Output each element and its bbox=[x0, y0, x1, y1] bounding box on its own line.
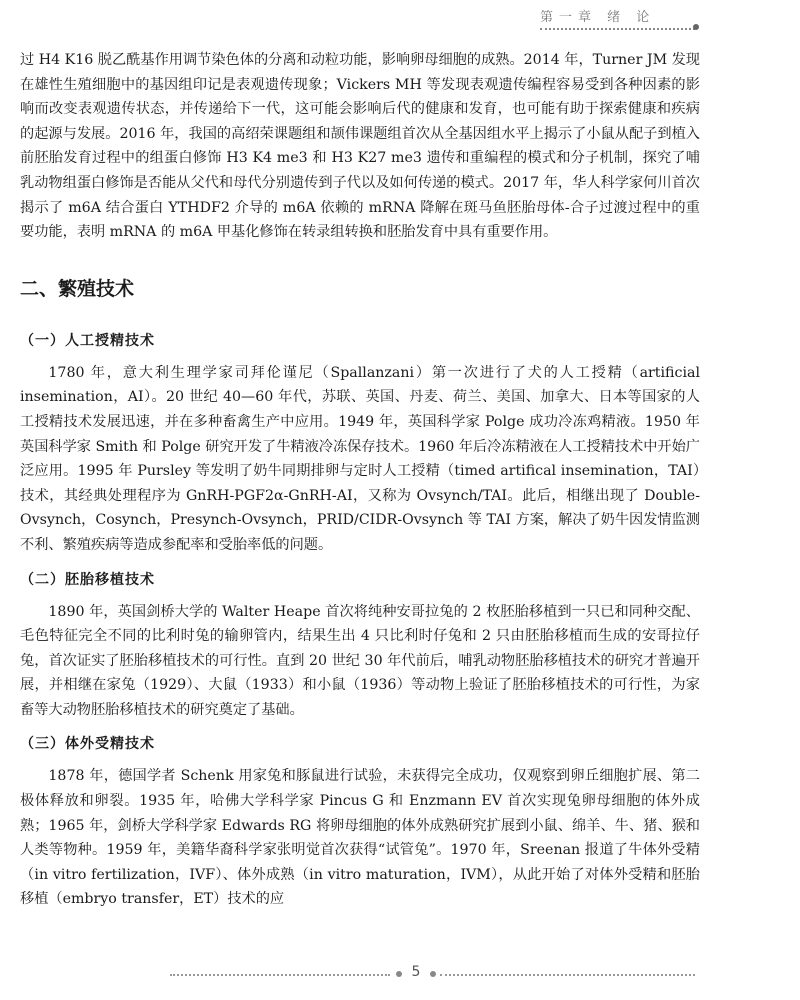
subsection-paragraph-1: 1780 年，意大利生理学家司拜伦谨尼（Spallanzani）第一次进行了犬的人工授精（artificial insemination，AI）。20 世纪 40—60 年代，苏联、英国、丹麦、荷兰、美国、加拿大、日本等国家的人工授精技术发展迅速，并在多种畜禽生产中应用。1949 年，英国科学家 Polge 成功冷冻鸡精液。1950 年英国科学家 Smith 和 Polge 研究开发了牛精液冷冻保存技术。1960 年后冷冻精液在人工授精技术中开始广泛应用。1995 年 Pursley 等发明了奶牛同期排卵与定时人工授精（timed artifical insemination，TAI）技术，其经典处理程序为 GnRH-PGF2α-GnRH-AI，又称为 Ovsynch/TAI。此后，相继出现了 Double-Ovsynch，Cosynch，Presynch-Ovsynch，PRID/CIDR-Ovsynch 等 TAI 方案，解决了奶牛因发情监测不利、繁殖疾病等造成参配率和受胎率低的问题。 bbox=[20, 364, 700, 553]
footer-dots-left bbox=[170, 974, 390, 976]
page-number: 5 bbox=[411, 964, 421, 980]
subsection-title-3: （三）体外受精技术 bbox=[20, 736, 155, 753]
running-head: 第一章 绪 论 bbox=[540, 10, 656, 25]
subsection-paragraph-3: 1878 年，德国学者 Schenk 用家兔和豚鼠进行试验，未获得完全成功，仅观察到卵丘细胞扩展、第二极体释放和卵裂。1935 年，哈佛大学科学家 Pincus G 和 Enzmann EV 首次实现兔卵母细胞的体外成熟；1965 年，剑桥大学科学家 Edwards RG 将卵母细胞的体外成熟研究扩展到小鼠、绵羊、牛、猪、猴和人类等物种。1959 年，美籍华裔科学家张明觉首次获得“试管兔”。1970 年，Sreenan 报道了牛体外受精（in vitro fertilization，IVF）、体外成熟（in vitro maturation，IVM），从此开始了对体外受精和胚胎移植（embryo transfer，ET）技术的应 bbox=[20, 768, 700, 908]
subsection-title-1: （一）人工授精技术 bbox=[20, 332, 155, 349]
page-footer bbox=[0, 964, 800, 984]
subsection-paragraph-2: 1890 年，英国剑桥大学的 Walter Heape 首次将纯种安哥拉兔的 2 枚胚胎移植到一只已和同种交配、毛色特征完全不同的比利时兔的输卵管内，结果生出 4 只比利时仔兔和 2 只由胚胎移植而生成的安哥拉仔兔，首次证实了胚胎移植技术的可行性。直到 20 世纪 30 年代前后，哺乳动物胚胎移植技术的研究才普遍开展，并相继在家兔（1929）、大鼠（1933）和小鼠（1936）等动物上验证了胚胎移植技术的可行性，为家畜等大动物胚胎移植技术的研究奠定了基础。 bbox=[20, 603, 700, 718]
subsection-title-2: （二）胚胎移植技术 bbox=[20, 571, 155, 588]
header-dot bbox=[693, 24, 699, 30]
intro-paragraph: 过 H4 K16 脱乙酰基作用调节染色体的分离和动粒功能，影响卵母细胞的成熟。2014 年，Turner JM 发现在雄性生殖细胞中的基因组印记是表观遗传现象；Vickers MH 等发现表观遗传编程容易受到各种因素的影响而改变表观遗传状态，并传递给下一代，这可能会影响后代的健康和发育，也可能有助于探索健康和疾病的起源与发展。2016 年，我国的高绍荣课题组和颉伟课题组首次从全基因组水平上揭示了小鼠从配子到植入前胚胎发育过程中的组蛋白修饰 H3 K4 me3 和 H3 K27 me3 遗传和重编程的模式和分子机制，探究了哺乳动物组蛋白修饰是否能从父代和母代分别遗传到子代以及如何传递的模式。2017 年，华人科学家何川首次揭示了 m6A 结合蛋白 YTHDF2 介导的 m6A 依赖的 mRNA 降解在斑马鱼胚胎母体-合子过渡过程中的重要功能，表明 mRNA 的 m6A 甲基化修饰在转录组转换和胚胎发育中具有重要作用。 bbox=[20, 52, 700, 241]
footer-bullet-right bbox=[430, 971, 436, 977]
page-content bbox=[20, 48, 700, 912]
footer-dots-right bbox=[440, 974, 695, 976]
footer-bullet-left bbox=[396, 971, 402, 977]
header-rule bbox=[540, 28, 695, 30]
section-title: 二、繁殖技术 bbox=[20, 277, 135, 300]
